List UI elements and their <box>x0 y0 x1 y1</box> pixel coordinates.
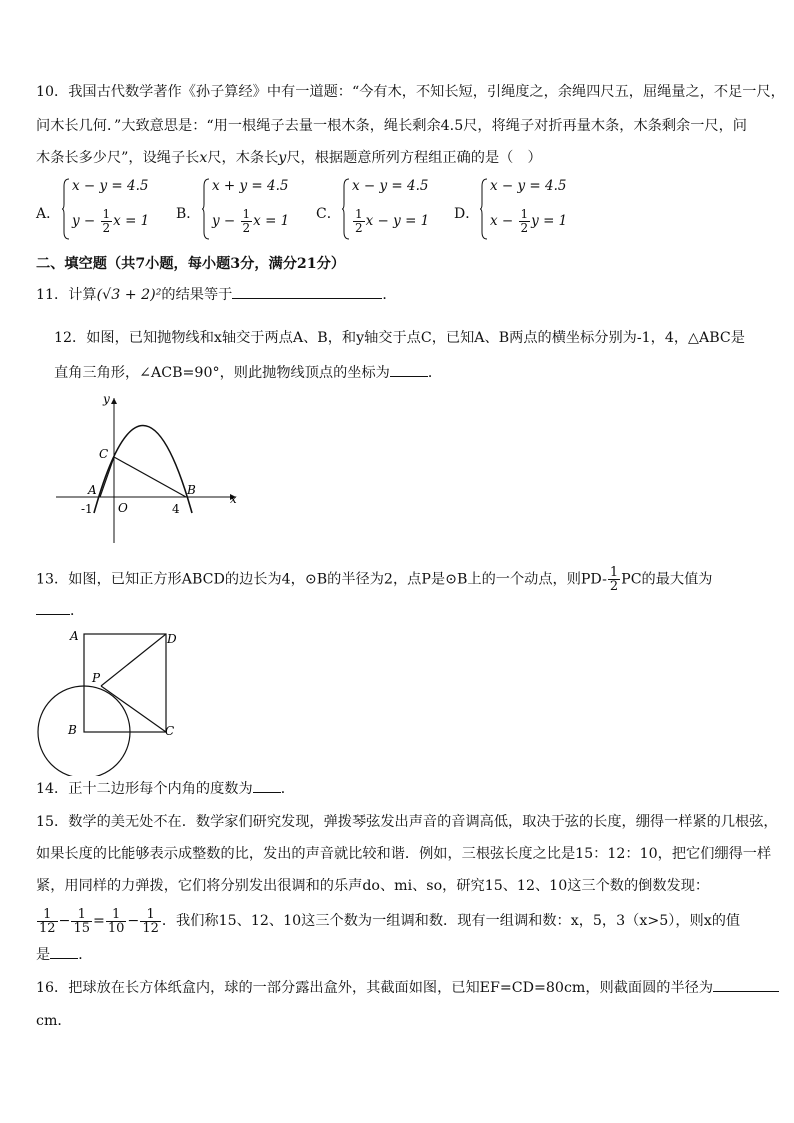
q14-answer-blank[interactable] <box>253 778 281 793</box>
option-b-system <box>202 178 322 242</box>
option-b-eq1: x + y = 4.5 <box>212 178 289 194</box>
option-d-system <box>480 178 600 242</box>
q15-line3: 紧，用同样的力弹拨，它们将分别发出很调和的乐声do、mi、so，研究15、12、10这三个数的倒数发现： <box>36 878 710 894</box>
q10-var-x: x <box>199 150 208 166</box>
q13-post: PC的最大值为 <box>621 571 713 588</box>
section-heading: 二、填空题（共7小题，每小题3分，满分21分） <box>36 256 346 272</box>
q10-line3 <box>36 148 542 168</box>
option-a-label: A． <box>36 206 61 222</box>
point-a-label: A <box>88 483 97 497</box>
option-b-eq2: y − $\frac{1}{2}$ x = 1 <box>212 207 290 235</box>
q15-line4-text: ．我们称15、12、10这三个数为一组调和数．现有一组调和数：x，5，3（x>5），则x的值 <box>161 913 741 929</box>
q15-line4: $\frac{1}{12}$ − $\frac{1}{15}$ = $\frac{1}{10}$ − $\frac{1}{12}$ ．我们称15、12、10这三个数为一组调和数．现有一组调和数：x，5，3（x>5），则x的值 <box>39 906 741 936</box>
option-a-eq2: y − $\frac{1}{2}$ x = 1 <box>72 207 150 235</box>
q10-line2: 问木长几何．”大致意思是：“用一根绳子去量一根木条，绳长剩余4.5尺，将绳子对折再量木条，木条剩余一尺，问 <box>36 118 747 134</box>
x-axis-label: x <box>230 492 237 506</box>
segment-pc <box>101 686 166 732</box>
option-d-label: D． <box>454 206 480 222</box>
y-axis-arrow-icon <box>111 398 117 404</box>
q10-line3-b: 尺，木条长 <box>207 150 279 166</box>
q13-line2: ． <box>36 600 84 621</box>
point-a-label: A <box>70 629 79 643</box>
q16-answer-blank[interactable] <box>713 977 779 992</box>
q13-fraction: $\frac{1}{2}$ <box>609 565 619 594</box>
q13-pre: 13．如图，已知正方形ABCD的边长为4，⊙B的半径为2，点P是⊙B上的一个动点，则PD- <box>36 571 607 588</box>
point-b-label: B <box>187 483 196 497</box>
q12-line1: 12．如图，已知抛物线和x轴交于两点A、B，和y轴交于点C，已知A、B两点的横坐标分别为-1，4，△ABC是 <box>54 330 745 346</box>
q15-line1: 15．数学的美无处不在．数学家们研究发现，弹拨琴弦发出声音的音调高低，取决于弦的长度，绷得一样紧的几根弦， <box>36 814 778 830</box>
q12-line2: 直角三角形，∠ACB=90°，则此抛物线顶点的坐标为 <box>54 365 390 381</box>
q15-line5: 是 ． <box>36 944 92 965</box>
q16-line1 <box>36 977 779 998</box>
brace-icon <box>62 178 70 240</box>
q12-answer-blank[interactable] <box>390 362 428 377</box>
option-c-label: C． <box>316 206 341 222</box>
q11-answer-blank[interactable] <box>232 284 382 299</box>
point-p-label: P <box>92 671 101 685</box>
parabola-curve <box>94 426 192 514</box>
point-c-label: C <box>99 447 109 461</box>
brace-icon <box>480 178 488 240</box>
q14: 14．正十二边形每个内角的度数为 ． <box>36 778 295 799</box>
q15-answer-blank[interactable] <box>50 944 78 959</box>
brace-icon <box>202 178 210 240</box>
q12-parabola-figure <box>50 390 250 548</box>
y-axis-label: y <box>103 392 110 406</box>
option-c-eq1: x − y = 4.5 <box>352 178 429 194</box>
q16-text: 16．把球放在长方体纸盒内，球的一部分露出盒外，其截面如图，已知EF=CD=80cm，则截面圆的半径为 <box>36 980 714 996</box>
q16-line2: cm． <box>36 1013 72 1029</box>
q13-square-figure <box>34 626 190 776</box>
q10-line1: 10．我国古代数学著作《孙子算经》中有一道题：“今有木，不知长短，引绳度之，余绳四尺五，屈绳量之，不足一尺， <box>36 84 785 100</box>
q10-var-y: y <box>278 150 287 166</box>
option-b-label: B． <box>176 206 201 222</box>
q10-line3-a: 木条长多少尺”，设绳子长 <box>36 150 200 166</box>
q11: 11．计算(√3 + 2)²的结果等于 ． <box>36 284 397 305</box>
point-d-label: D <box>167 632 177 646</box>
option-c-eq2: $\frac{1}{2}$ x − y = 1 <box>355 207 430 235</box>
option-a-system <box>62 178 182 242</box>
point-c-label: C <box>165 724 175 738</box>
q14-text: 14．正十二边形每个内角的度数为 <box>36 781 253 797</box>
point-b-label: B <box>68 723 77 737</box>
option-a-eq1: x − y = 4.5 <box>72 178 149 194</box>
q11-expression: (√3 + 2)² <box>96 287 162 303</box>
origin-label: O <box>118 501 128 515</box>
q11-post: 的结果等于 <box>161 287 233 303</box>
q13-answer-blank[interactable] <box>36 600 70 615</box>
tick-label-4: 4 <box>172 502 180 516</box>
q11-pre: 11．计算 <box>36 287 97 303</box>
q12-line2-wrap: 直角三角形，∠ACB=90°，则此抛物线顶点的坐标为 ． <box>54 362 442 383</box>
q15-line2: 如果长度的比能够表示成整数的比，发出的声音就比较和谐．例如，三根弦长度之比是15：12：10，把它们绷得一样 <box>36 846 772 862</box>
brace-icon <box>342 178 350 240</box>
tick-label-neg1: -1 <box>81 502 93 516</box>
option-d-eq1: x − y = 4.5 <box>490 178 567 194</box>
q13-line1 <box>36 566 713 593</box>
segment-pd <box>101 634 166 686</box>
option-c-system <box>342 178 462 242</box>
option-d-eq2: x − $\frac{1}{2}$ y = 1 <box>490 207 568 235</box>
segment-ac <box>100 457 114 497</box>
q10-line3-c: 尺，根据题意所列方程组正确的是（ ） <box>286 150 542 166</box>
